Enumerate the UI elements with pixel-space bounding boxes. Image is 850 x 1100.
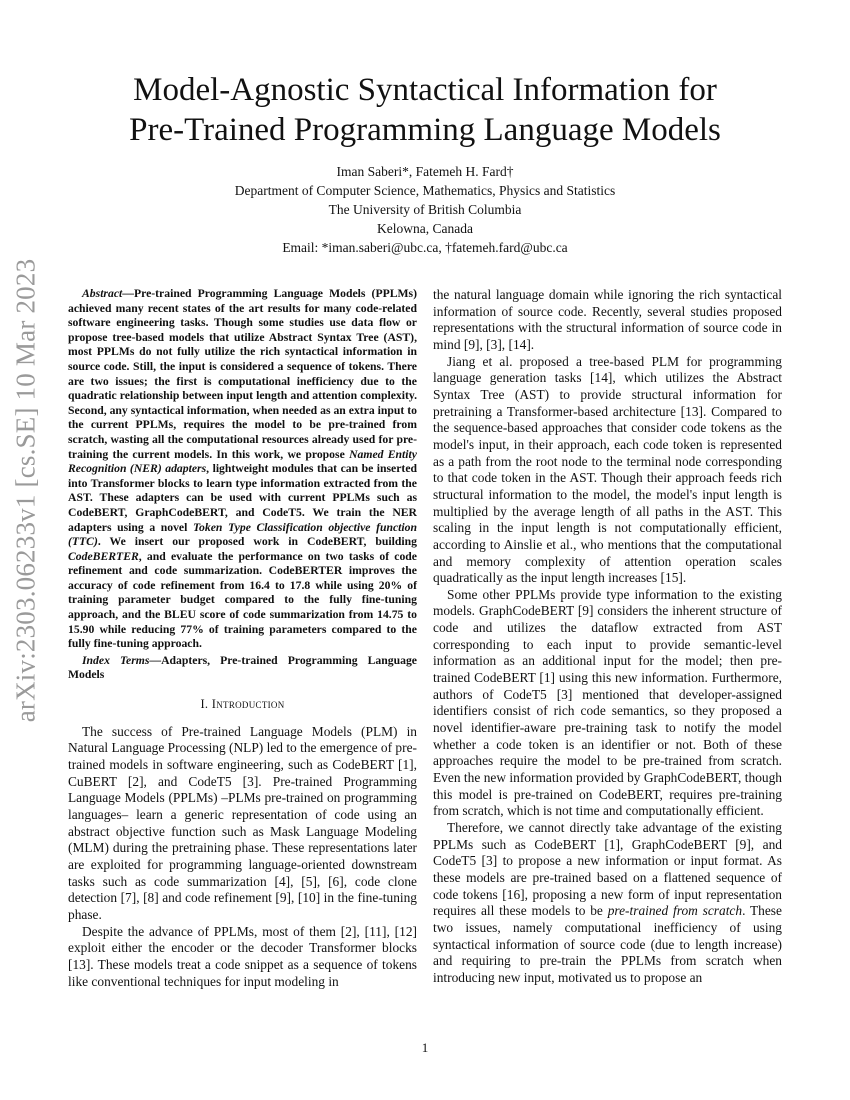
author-location: Kelowna, Canada	[377, 221, 473, 236]
index-terms-lead: Index Terms	[82, 653, 150, 667]
arxiv-side-stamp	[2, 258, 50, 722]
abstract-text-3: . We insert our proposed work in CodeBERT, building	[97, 535, 417, 549]
body-paragraph-continued: the natural language domain while ignoring the rich syntactical information of source code. Recently, several studies proposed representations with the structural information of source code in mind [9], [3], [14].	[433, 287, 782, 352]
author-block	[60, 162, 790, 257]
arxiv-identifier: arXiv:2303.06233v1 [cs.SE] 10 Mar 2023	[10, 258, 41, 722]
title-line-1: Model-Agnostic Syntactical Information for	[133, 72, 717, 108]
body-paragraph-type-info: Some other PPLMs provide type information to the existing models. GraphCodeBERT [9] considers the inherent structure of code and utilizes the dataflow extracted from AST corresponding to each input to provide semantic-level information as an additional input for the model; then pre-trained CodeBERT [1] using this new information. Furthermore, authors of CodeT5 [3] mentioned that developer-assigned identifiers consist of rich code semantics, so they proposed a novel identifier-aware pre-training task to notify the model whether a code token is an identifier or not. Both of these approaches require the model to be pre-trained from scratch. Even the new information provided by GraphCodeBERT, though this model is pre-trained on CodeBERT, requires pre-training from scratch, which is not time and computationally efficient.	[433, 586, 782, 819]
author-email: Email: *iman.saberi@ubc.ca, †fatemeh.fard@ubc.ca	[282, 240, 568, 255]
motivation-text-1: Therefore, we cannot directly take advantage of the existing PPLMs such as CodeBERT [1], GraphCodeBERT [9], and CodeT5 [3] to propose a new information or input format. As these models are pre-trained based on a flattened sequence of code tokens [16], proposing a new form of input representation requires all these models to be	[433, 820, 782, 919]
abstract-text-2: , lightweight modules that can be inserted into Transformer blocks to learn type information extracted from the AST. These adapters can be used with current PPLMs such as CodeBERT, GraphCodeBERT, and CodeT5. We train the NER adapters using a novel	[68, 462, 418, 534]
intro-paragraph-1: The success of Pre-trained Language Models (PLM) in Natural Language Processing (NLP) led to the emergence of pre-trained models in software engineering, such as CodeBERT [1], CuBERT [2], and CodeT5 [3]. Pre-trained Programming Language Models (PPLMs) –PLMs pre-trained on programming languages– learn a generic representation of code using an abstract objective function such as Mask Language Modeling (MLM) during the pretraining phase. These representations later are exploited for programming language-oriented downstream tasks such as code summarization [4], [5], [6], code clone detection [7], [8] and code refinement [9], [10] in the fine-tuning phase.	[68, 723, 417, 922]
right-column	[433, 287, 782, 987]
left-column	[68, 287, 417, 990]
abstract-lead: Abstract	[82, 287, 123, 300]
section-heading-introduction: I. Introduction	[200, 697, 285, 712]
index-terms-text: —Adapters, Pre-trained Programming Language Models	[68, 653, 417, 682]
body-paragraph-motivation	[433, 820, 782, 987]
author-university: The University of British Columbia	[328, 202, 522, 217]
abstract	[68, 287, 417, 652]
index-terms	[68, 654, 417, 683]
motivation-text-2: . These two issues, namely computational inefficiency of using syntactical information of source code (due to length increase) and requiring to pre-train the PPLMs from scratch when introducing new input, motivated us to propose an	[433, 903, 782, 985]
title-line-2: Pre-Trained Programming Language Models	[129, 112, 721, 148]
abstract-emphasis-1: Named Entity Recognition (NER) adapters	[68, 447, 417, 476]
abstract-text-4: , and evaluate the performance on two tasks of code refinement and code summarization. CodeBERTER improves the accuracy of code refinement from 16.4 to 17.8 while using 20% of training parameter budget compared to the fully fine-tuning approach, and the BLEU score of code summarization from 14.75 to 15.90 while reducing 77% of training parameters compared to the fully fine-tuning approach.	[68, 549, 417, 651]
paper-title	[60, 70, 790, 150]
motivation-emphasis: pre-trained from scratch	[607, 903, 743, 919]
body-paragraph-jiang: Jiang et al. proposed a tree-based PLM for programming language generation tasks [14], which utilizes the Abstract Syntax Tree (AST) to provide structural information for pretraining a Transformer-based architecture [13]. Compared to the sequence-based approaches that consider code tokens as the model's input, in their approach, each code token is represented as a path from the root node to the terminal node corresponding to that code token in the AST. Though their approach feeds rich structural information to the model, the model's input length is multiplied by the average length of all paths in the AST. This scaling in the input length is not computationally efficient, according to Ainslie et al., who mentions that the computational and memory complexity of attention operation scales quadratically as the input length increases [15].	[433, 353, 782, 586]
intro-paragraph-2: Despite the advance of PPLMs, most of them [2], [11], [12] exploit either the encoder or the decoder Transformer blocks [13]. These models treat a code snippet as a sequence of tokens like conventional techniques for input modeling in	[68, 923, 417, 989]
abstract-emphasis-3: CodeBERTER	[68, 549, 139, 563]
author-department: Department of Computer Science, Mathematics, Physics and Statistics	[234, 183, 616, 198]
author-names: Iman Saberi*, Fatemeh H. Fard†	[336, 164, 514, 179]
page-number: 1	[421, 1040, 429, 1055]
abstract-emphasis-2: Token Type Classification objective function (TTC)	[68, 520, 417, 549]
abstract-text-1: —Pre-trained Programming Language Models (PPLMs) achieved many recent states of the art results for many code-related software engineering tasks. Though some studies use data flow or propose tree-based models that utilize Abstract Syntax Tree (AST), most PPLMs do not fully utilize the rich syntactical information in source code. Still, the input is considered a sequence of tokens. There are two issues; the first is computational inefficiency due to the quadratic relationship between input length and attention complexity. Second, any syntactical information, when needed as an extra input to the current PPLMs, requires the model to be pre-trained from scratch, wasting all the computational resources already used for pre-training the current models. In this work, we propose	[68, 287, 417, 461]
